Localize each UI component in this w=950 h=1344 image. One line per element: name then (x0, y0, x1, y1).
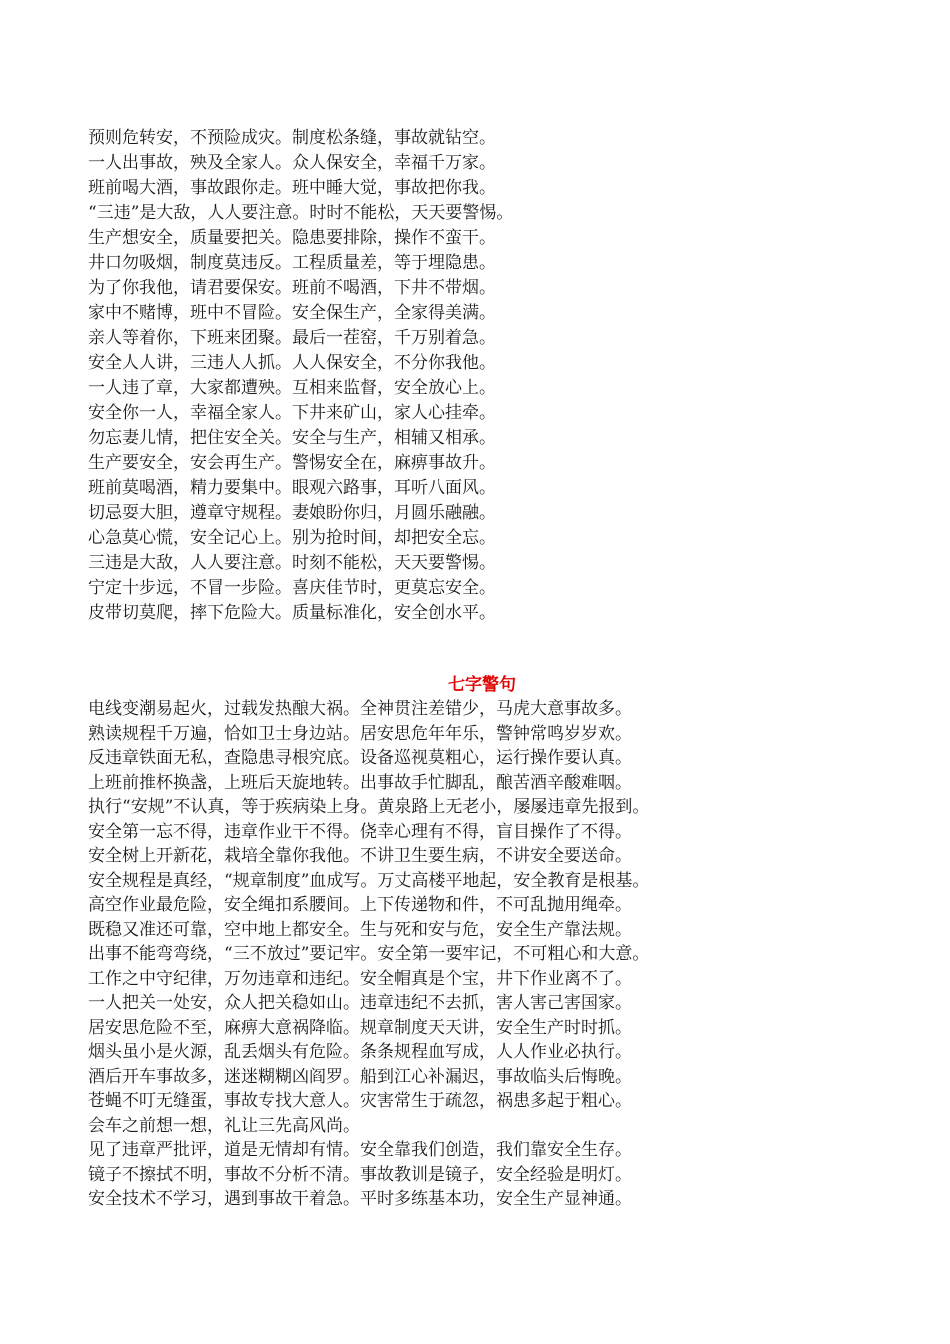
slogan-line: 三违是大敌，人人要注意。时刻不能松，天天要警惕。 (88, 553, 496, 573)
slogan-line: 安全你一人，幸福全家人。下井来矿山，家人心挂牵。 (88, 403, 496, 423)
slogan-line: 烟头虽小是火源，乱丢烟头有危险。条条规程血写成，人人作业必执行。 (88, 1042, 632, 1062)
slogan-line: 工作之中守纪律，万勿违章和违纪。安全帽真是个宝，井下作业离不了。 (88, 968, 632, 989)
slogan-line: 亲人等着你，下班来团聚。最后一茬窑，千万别着急。 (88, 328, 496, 348)
slogan-line: 预则危转安，不预险成灾。制度松条缝，事故就钻空。 (88, 128, 496, 148)
slogan-line: 高空作业最危险，安全绳扣系腰间。上下传递物和件，不可乱抛用绳牵。 (88, 895, 632, 915)
slogan-line: 苍蝇不叮无缝蛋，事故专找大意人。灾害常生于疏忽，祸患多起于粗心。 (88, 1091, 632, 1111)
slogan-line: 见了违章严批评，道是无情却有情。安全靠我们创造，我们靠安全生存。 (88, 1140, 632, 1160)
slogan-line: 会车之前想一想，礼让三先高风尚。 (88, 1115, 360, 1136)
slogan-line: 安全第一忘不得，违章作业干不得。侥幸心理有不得，盲目操作了不得。 (88, 821, 632, 842)
slogan-line: 出事不能弯弯绕，“三不放过”要记牢。安全第一要牢记，不可粗心和大意。 (88, 944, 650, 964)
five-character-slogans (88, 126, 928, 626)
slogan-line: 反违章铁面无私，查隐患寻根究底。设备巡视莫粗心，运行操作要认真。 (88, 748, 632, 768)
slogan-line: 家中不赌博，班中不冒险。安全保生产，全家得美满。 (88, 303, 496, 323)
slogan-line: 镜子不擦拭不明，事故不分析不清。事故教训是镜子，安全经验是明灯。 (88, 1164, 632, 1185)
slogan-line: 井口勿吸烟，制度莫违反。工程质量差，等于埋隐患。 (88, 253, 496, 273)
slogan-line: “三违”是大敌，人人要注意。时时不能松，天天要警惕。 (88, 203, 514, 223)
slogan-line: 班前莫喝酒，精力要集中。眼观六路事，耳听八面风。 (88, 478, 496, 498)
slogan-line: 班前喝大酒，事故跟你走。班中睡大觉，事故把你我。 (88, 178, 496, 198)
slogan-line: 熟读规程千万遍，恰如卫士身边站。居安思危年年乐，警钟常鸣岁岁欢。 (88, 723, 632, 744)
section-heading: 七字警句 (448, 675, 516, 695)
slogan-line: 电线变潮易起火，过载发热酿大祸。全神贯注差错少，马虎大意事故多。 (88, 699, 632, 719)
slogan-line: 执行“安规”不认真，等于疾病染上身。黄泉路上无老小，屡屡违章先报到。 (88, 797, 650, 817)
slogan-line: 勿忘妻儿情，把住安全关。安全与生产，相辅又相承。 (88, 428, 496, 448)
slogan-line: 生产要安全，安会再生产。警惕安全在，麻痹事故升。 (88, 453, 496, 473)
slogan-line: 安全规程是真经，“规章制度”血成写。万丈高楼平地起，安全教育是根基。 (88, 870, 650, 891)
slogan-line: 心急莫心慌，安全记心上。别为抢时间，却把安全忘。 (88, 528, 496, 548)
slogan-line: 上班前推杯换盏，上班后天旋地转。出事故手忙脚乱，酿苦酒辛酸难咽。 (88, 772, 632, 793)
slogan-line: 生产想安全，质量要把关。隐患要排除，操作不蛮干。 (88, 228, 496, 248)
slogan-line: 居安思危险不至，麻痹大意祸降临。规章制度天天讲，安全生产时时抓。 (88, 1017, 632, 1038)
slogan-line: 安全人人讲，三违人人抓。人人保安全，不分你我他。 (88, 353, 496, 373)
slogan-line: 酒后开车事故多，迷迷糊糊凶阎罗。船到江心补漏迟，事故临头后悔晚。 (88, 1066, 632, 1087)
slogan-line: 为了你我他，请君要保安。班前不喝酒，下井不带烟。 (88, 278, 496, 298)
slogan-line: 宁定十步远，不冒一步险。喜庆佳节时，更莫忘安全。 (88, 578, 496, 598)
slogan-line: 一人把关一处安，众人把关稳如山。违章违纪不去抓，害人害己害国家。 (88, 993, 632, 1013)
seven-character-slogans (88, 697, 928, 1212)
slogan-line: 切忌耍大胆，遵章守规程。妻娘盼你归，月圆乐融融。 (88, 503, 496, 523)
slogan-line: 安全树上开新花，栽培全靠你我他。不讲卫生要生病，不讲安全要送命。 (88, 846, 632, 866)
slogan-line: 皮带切莫爬，摔下危险大。质量标准化，安全创水平。 (88, 603, 496, 623)
slogan-line: 安全技术不学习，遇到事故干着急。平时多练基本功，安全生产显神通。 (88, 1189, 632, 1209)
slogan-line: 一人违了章，大家都遭殃。互相来监督，安全放心上。 (88, 378, 496, 398)
slogan-line: 一人出事故，殃及全家人。众人保安全，幸福千万家。 (88, 153, 496, 173)
slogan-line: 既稳又准还可靠，空中地上都安全。生与死和安与危，安全生产靠法规。 (88, 919, 632, 940)
